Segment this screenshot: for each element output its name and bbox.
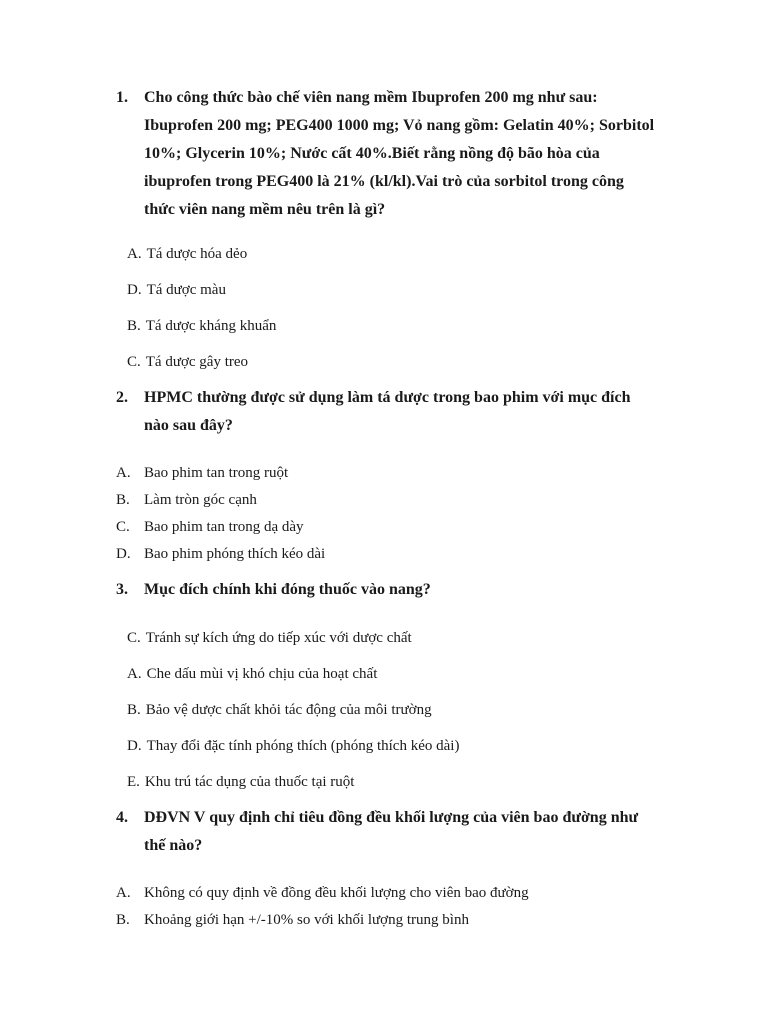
question-text: Mục đích chính khi đóng thuốc vào nang? bbox=[144, 581, 431, 598]
option-letter: D. bbox=[127, 738, 142, 754]
option-letter: E. bbox=[127, 774, 140, 790]
option-text: Tá dược gây treo bbox=[145, 354, 249, 370]
option-letter: B. bbox=[127, 318, 141, 334]
question-number: 3. bbox=[116, 581, 128, 598]
option-2-b bbox=[116, 490, 257, 510]
option-text: Làm tròn góc cạnh bbox=[144, 492, 257, 508]
option-3-d bbox=[127, 736, 459, 756]
option-1-a bbox=[127, 244, 247, 264]
option-text: Thay đổi đặc tính phóng thích (phóng thích kéo dài) bbox=[146, 738, 460, 754]
question-3 bbox=[116, 576, 656, 604]
option-4-a bbox=[116, 883, 529, 903]
option-text: Khu trú tác dụng của thuốc tại ruột bbox=[144, 774, 355, 790]
option-text: Bao phim phóng thích kéo dài bbox=[144, 546, 326, 562]
option-text: Che dấu mùi vị khó chịu của hoạt chất bbox=[146, 666, 378, 682]
option-letter: A. bbox=[127, 666, 142, 682]
option-1-d bbox=[127, 280, 226, 300]
option-letter: B. bbox=[116, 492, 130, 508]
option-text: Tá dược kháng khuẩn bbox=[145, 318, 277, 334]
option-text: Bao phim tan trong ruột bbox=[144, 465, 289, 481]
option-letter: A. bbox=[116, 885, 131, 901]
question-text: HPMC thường được sử dụng làm tá dược trong bao phim với mục đích nào sau đây? bbox=[144, 389, 631, 434]
option-letter: C. bbox=[116, 519, 130, 535]
question-number: 1. bbox=[116, 89, 128, 106]
option-3-c bbox=[127, 628, 412, 648]
option-letter: A. bbox=[116, 465, 131, 481]
question-number: 4. bbox=[116, 809, 128, 826]
option-text: Không có quy định về đồng đều khối lượng cho viên bao đường bbox=[144, 885, 529, 901]
option-letter: C. bbox=[127, 354, 141, 370]
option-text: Tránh sự kích ứng do tiếp xúc với dược chất bbox=[145, 630, 412, 646]
option-text: Bảo vệ dược chất khỏi tác động của môi trường bbox=[145, 702, 432, 718]
question-1 bbox=[116, 84, 656, 224]
option-letter: D. bbox=[116, 546, 131, 562]
option-2-c bbox=[116, 517, 304, 537]
option-text: Tá dược màu bbox=[146, 282, 226, 298]
option-letter: B. bbox=[127, 702, 141, 718]
option-4-b bbox=[116, 910, 469, 930]
option-letter: B. bbox=[116, 912, 130, 928]
option-text: Bao phim tan trong dạ dày bbox=[144, 519, 304, 535]
question-text: Cho công thức bào chế viên nang mềm Ibuprofen 200 mg như sau: Ibuprofen 200 mg; PEG400 1000 mg; Vỏ nang gồm: Gelatin 40%; Sorbitol 10%; Glycerin 10%; Nước cất 40%.Biết rằng nồng độ bão hòa của ibuprofen trong PEG400 là 21% (kl/kl).Vai trò của sorbitol trong công thức viên nang mềm nêu trên là gì? bbox=[144, 89, 655, 218]
question-text: DĐVN V quy định chỉ tiêu đồng đều khối lượng của viên bao đường như thế nào? bbox=[144, 809, 639, 854]
option-2-a bbox=[116, 463, 288, 483]
question-2 bbox=[116, 384, 656, 440]
option-text: Khoảng giới hạn +/-10% so với khối lượng trung bình bbox=[144, 912, 469, 928]
option-1-b bbox=[127, 316, 276, 336]
option-letter: A. bbox=[127, 246, 142, 262]
option-text: Tá dược hóa dẻo bbox=[146, 246, 248, 262]
option-3-b bbox=[127, 700, 432, 720]
question-number: 2. bbox=[116, 389, 128, 406]
option-letter: D. bbox=[127, 282, 142, 298]
question-4 bbox=[116, 804, 656, 860]
option-3-a bbox=[127, 664, 377, 684]
option-3-e bbox=[127, 772, 354, 792]
option-letter: C. bbox=[127, 630, 141, 646]
option-2-d bbox=[116, 544, 325, 564]
option-1-c bbox=[127, 352, 248, 372]
